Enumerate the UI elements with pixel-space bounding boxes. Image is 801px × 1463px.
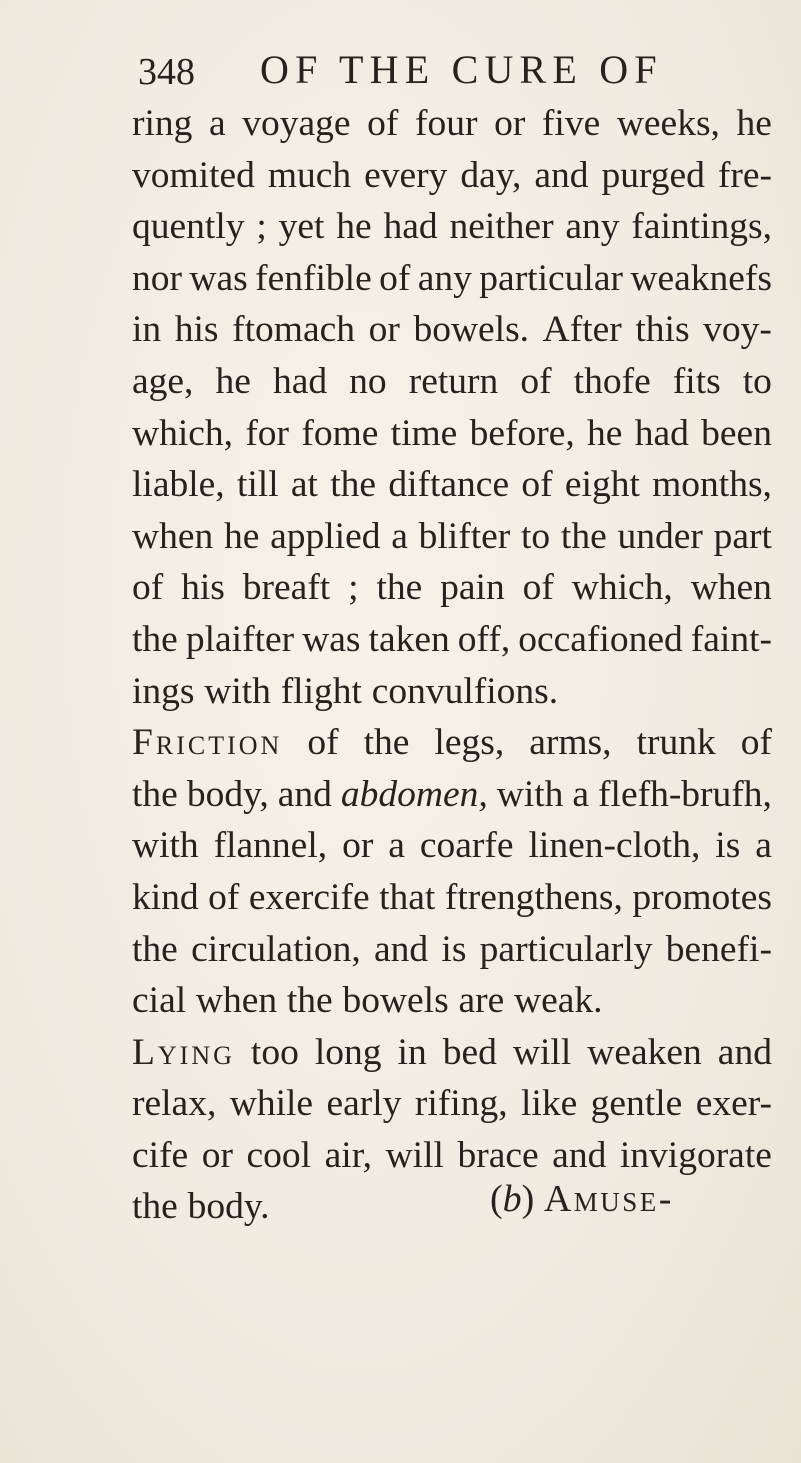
word: part xyxy=(713,515,772,557)
word: any xyxy=(417,257,472,299)
word: neither xyxy=(449,206,554,248)
word: of xyxy=(132,567,164,609)
word: weaken xyxy=(587,1031,702,1073)
word: convulfions. xyxy=(371,670,559,712)
text-line xyxy=(132,1130,772,1182)
word: long xyxy=(314,1031,382,1073)
word: a xyxy=(209,103,226,144)
word: the xyxy=(330,464,377,506)
word: with xyxy=(496,773,564,815)
footnote-marker: (b) xyxy=(490,1178,535,1220)
word: when xyxy=(195,980,278,1022)
word: particularly xyxy=(479,928,653,970)
word: till xyxy=(236,464,279,506)
word: in xyxy=(132,309,162,351)
text-line xyxy=(132,1078,772,1130)
word: he xyxy=(587,412,623,454)
word: fome xyxy=(301,412,379,454)
word: flight xyxy=(280,670,362,712)
text-line xyxy=(132,253,772,305)
word: been xyxy=(701,412,772,454)
page-number: 348 xyxy=(138,51,195,93)
word: particular xyxy=(479,257,623,299)
text-line xyxy=(132,304,772,356)
text-line xyxy=(132,201,772,253)
word: with xyxy=(132,825,199,867)
word: of xyxy=(208,876,240,918)
word: linen-cloth, xyxy=(528,825,701,867)
word: of xyxy=(520,360,552,402)
word: applied xyxy=(270,515,381,557)
word: benefi- xyxy=(665,928,772,970)
word: diftance xyxy=(388,464,510,506)
word: and xyxy=(374,928,429,970)
word: a xyxy=(755,825,772,867)
word: occafioned xyxy=(518,618,683,660)
word: of xyxy=(379,257,411,299)
text-line xyxy=(132,562,772,614)
word: rifing, xyxy=(414,1083,508,1125)
word: much xyxy=(267,154,352,196)
word: vomited xyxy=(132,154,255,196)
word: fre- xyxy=(717,154,772,196)
word: no xyxy=(349,360,387,402)
word: voy- xyxy=(703,309,772,351)
word: was xyxy=(189,257,248,299)
word: weaknefs xyxy=(630,257,772,299)
word: pain xyxy=(440,567,505,609)
word: the xyxy=(132,1186,178,1228)
word: of xyxy=(367,103,399,144)
word: legs, xyxy=(434,722,505,764)
word: liable, xyxy=(132,464,225,506)
word: After xyxy=(542,309,622,351)
word: four xyxy=(415,103,478,144)
word: this xyxy=(635,309,690,351)
word: quently xyxy=(132,206,245,248)
word: ings xyxy=(132,670,195,712)
word: to xyxy=(521,515,551,557)
word: or xyxy=(494,103,526,144)
word: eight xyxy=(564,464,640,506)
word: which, xyxy=(132,412,234,454)
text-line xyxy=(132,1181,772,1233)
word: cial xyxy=(132,980,187,1022)
word: had xyxy=(272,360,328,402)
word: flefh-brufh, xyxy=(598,773,772,815)
word: flannel, xyxy=(213,825,328,867)
word: Lying xyxy=(132,1031,235,1073)
word: or xyxy=(201,1134,233,1176)
word: his xyxy=(181,567,225,609)
word: he xyxy=(336,206,372,248)
word: trunk xyxy=(636,722,716,764)
word: before, xyxy=(469,412,575,454)
word: bowels xyxy=(342,980,449,1022)
paragraph-lying xyxy=(132,1027,772,1233)
word: voyage xyxy=(242,103,351,144)
word: the xyxy=(132,928,178,970)
word: was xyxy=(302,618,361,660)
word: at xyxy=(290,464,318,506)
word: or xyxy=(342,825,374,867)
text-line xyxy=(132,872,772,924)
word: of xyxy=(522,567,554,609)
text-line xyxy=(132,98,772,150)
word: arms, xyxy=(529,722,612,764)
word: taken xyxy=(368,618,450,660)
word: blifter xyxy=(418,515,511,557)
text-line xyxy=(132,666,772,718)
word: he xyxy=(223,515,260,557)
word: in xyxy=(397,1031,427,1073)
text-line xyxy=(132,408,772,460)
word: every xyxy=(364,154,448,196)
page-header xyxy=(132,44,732,94)
word: and xyxy=(534,154,589,196)
word: like xyxy=(521,1083,578,1125)
word: brace xyxy=(457,1134,539,1176)
text-line xyxy=(132,150,772,202)
word: fenfible xyxy=(255,257,372,299)
word: or xyxy=(368,309,400,351)
word: fits xyxy=(672,360,721,402)
word: months, xyxy=(652,464,772,506)
word: the xyxy=(286,980,333,1022)
word: the xyxy=(132,773,178,815)
word: relax, xyxy=(132,1083,217,1125)
word: body, xyxy=(186,773,269,815)
word: had xyxy=(383,206,438,248)
word: early xyxy=(326,1083,402,1125)
word: bowels. xyxy=(413,309,530,351)
word: of xyxy=(307,722,339,764)
word: exer- xyxy=(695,1083,772,1125)
word: and xyxy=(277,773,332,815)
word: ftrengthens, xyxy=(444,876,623,918)
word: any xyxy=(565,206,620,248)
word: with xyxy=(204,670,271,712)
word: the xyxy=(560,515,607,557)
word: circulation, xyxy=(191,928,361,970)
word: nor xyxy=(132,257,182,299)
word: the xyxy=(376,567,423,609)
word: which, xyxy=(571,567,673,609)
word: when xyxy=(690,567,772,609)
word: that xyxy=(379,876,436,918)
word: is xyxy=(715,825,741,867)
word: while xyxy=(229,1083,314,1125)
catchword-text: Amuse- xyxy=(543,1178,674,1220)
word: of xyxy=(521,464,553,506)
text-line xyxy=(132,459,772,511)
word: too xyxy=(250,1031,299,1073)
word: of xyxy=(740,722,772,764)
word: ftomach xyxy=(232,309,355,351)
word: the xyxy=(132,618,178,660)
word: plaifter xyxy=(185,618,295,660)
word: a xyxy=(388,825,405,867)
paragraph-voyage xyxy=(132,98,772,717)
word: a xyxy=(391,515,408,557)
running-title: OF THE CURE OF xyxy=(260,47,663,92)
word: abdomen, xyxy=(340,773,488,815)
word: to xyxy=(742,360,772,402)
word: age, xyxy=(132,360,194,402)
word: is xyxy=(441,928,467,970)
text-line xyxy=(132,975,772,1027)
word: ring xyxy=(132,103,193,144)
word: kind xyxy=(132,876,199,918)
word: ; xyxy=(256,206,267,248)
word: faintings, xyxy=(631,206,772,248)
word: will xyxy=(385,1134,444,1176)
word: coarfe xyxy=(419,825,514,867)
word: bed xyxy=(442,1031,497,1073)
word: time xyxy=(390,412,458,454)
word: for xyxy=(245,412,290,454)
text-line xyxy=(132,614,772,666)
word: day, xyxy=(460,154,522,196)
word: promotes xyxy=(632,876,772,918)
word: air, xyxy=(324,1134,373,1176)
word: invigorate xyxy=(619,1134,772,1176)
text-line xyxy=(132,717,772,769)
word: weak. xyxy=(513,980,603,1022)
word: body. xyxy=(187,1186,270,1228)
word: and xyxy=(717,1031,772,1073)
word: five xyxy=(541,103,601,144)
word: he xyxy=(736,103,772,144)
word: his xyxy=(174,309,219,351)
text-line xyxy=(132,356,772,408)
word: thofe xyxy=(573,360,651,402)
word: when xyxy=(132,515,214,557)
word: had xyxy=(634,412,689,454)
text-line xyxy=(132,820,772,872)
word: ; xyxy=(348,567,359,609)
word: weeks, xyxy=(616,103,720,144)
word: gentle xyxy=(590,1083,683,1125)
word: faint- xyxy=(690,618,772,660)
word: the xyxy=(363,722,410,764)
text-line xyxy=(132,1027,772,1079)
catchword xyxy=(490,1177,674,1221)
text-line xyxy=(132,769,772,821)
word: under xyxy=(617,515,703,557)
word: are xyxy=(458,980,505,1022)
paragraph-friction xyxy=(132,717,772,1027)
footnote-marker-letter: b xyxy=(502,1178,522,1220)
word: and xyxy=(552,1134,607,1176)
word: return xyxy=(408,360,499,402)
word: cool xyxy=(246,1134,312,1176)
word: purged xyxy=(601,154,705,196)
word: a xyxy=(572,773,590,815)
body-text xyxy=(132,98,772,1233)
word: breaft xyxy=(242,567,331,609)
word: Friction xyxy=(132,722,283,764)
word: cife xyxy=(132,1134,189,1176)
word: will xyxy=(512,1031,572,1073)
text-line xyxy=(132,511,772,563)
word: yet xyxy=(278,206,325,248)
text-line xyxy=(132,924,772,976)
word: off, xyxy=(457,618,511,660)
word: he xyxy=(215,360,251,402)
word: exercife xyxy=(248,876,370,918)
